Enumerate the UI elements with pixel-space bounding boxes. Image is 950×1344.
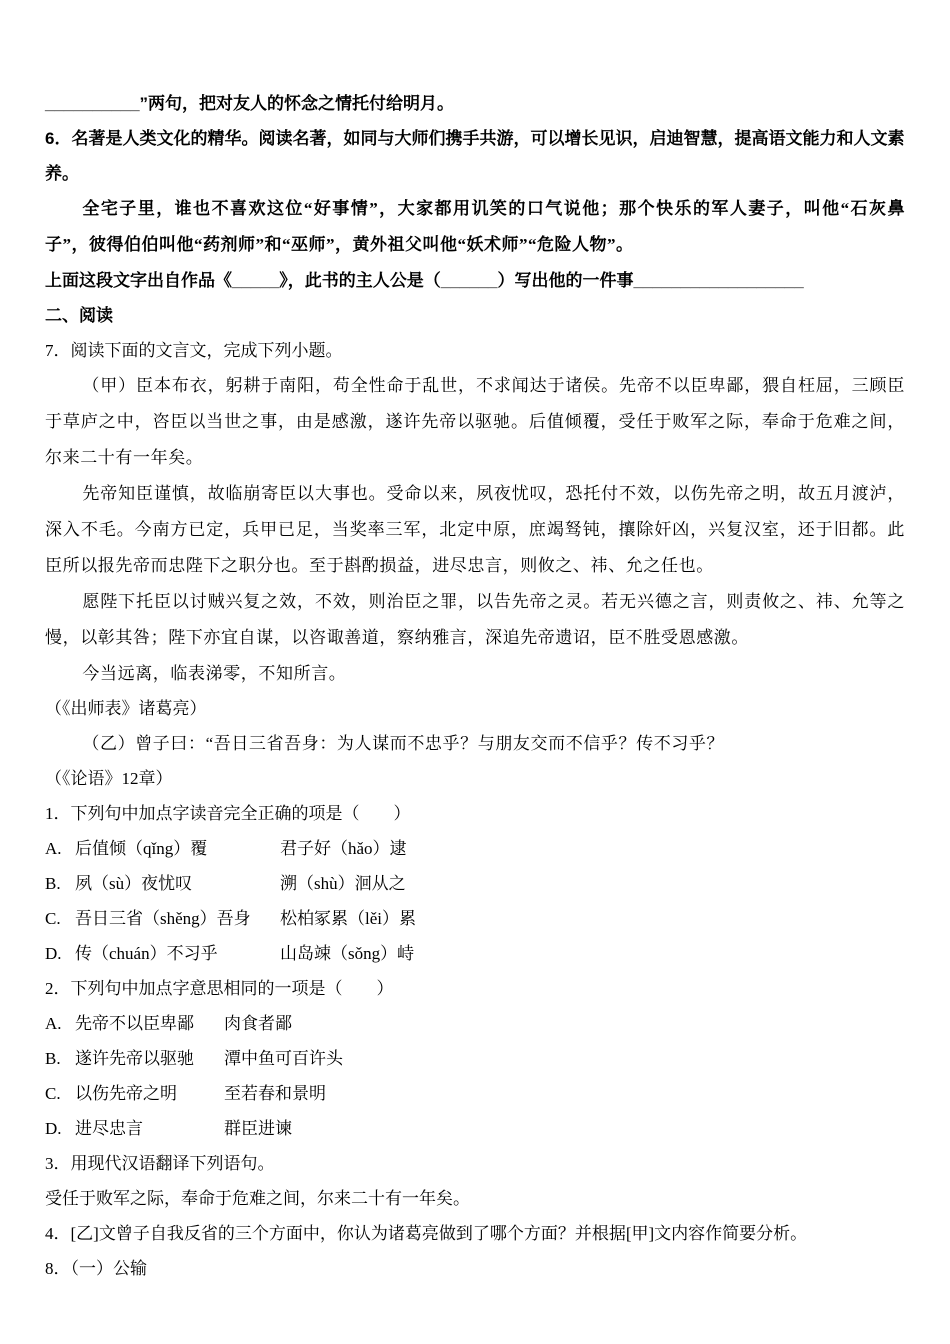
q1-option-d xyxy=(45,936,905,971)
option-left-phrase: 夙（sù）夜忧叹 xyxy=(75,874,193,893)
question-6-intro: 6．名著是人类文化的精华。阅读名著，如同与大师们携手共游，可以增长见识，启迪智慧，提高语文能力和人文素养。 xyxy=(45,129,905,183)
option-label: C. xyxy=(45,1084,61,1103)
option-left-phrase: 以伤先帝之明 xyxy=(75,1084,177,1103)
q2-option-c xyxy=(45,1076,905,1111)
section-2-heading: 二、阅读 xyxy=(45,306,113,325)
sub-question-3-sentence: 受任于败军之际，奉命于危难之间，尔来二十有一年矣。 xyxy=(45,1189,470,1208)
sub-question-2-stem: 2．下列句中加点字意思相同的一项是（ ） xyxy=(45,979,394,998)
q1-option-a xyxy=(45,831,905,866)
option-right-phrase: 肉食者鄙 xyxy=(224,1014,292,1033)
jia-passage-paragraph-3: 愿陛下托臣以讨贼兴复之效，不效，则治臣之罪，以告先帝之灵。若无兴德之言，则责攸之、祎、允等之慢，以彰其咎；陛下亦宜自谋，以咨诹善道，察纳雅言，深追先帝遗诏，臣不胜受恩感激。 xyxy=(45,592,905,647)
option-right-phrase: 山岛竦（sǒng）峙 xyxy=(280,944,415,963)
option-right-phrase: 至若春和景明 xyxy=(224,1084,326,1103)
jia-passage-source: （《出师表》诸葛亮） xyxy=(45,699,207,718)
prev-answer-text: ”两句，把对友人的怀念之情托付给明月。 xyxy=(139,94,455,113)
option-label: A. xyxy=(45,1014,62,1033)
option-label: C. xyxy=(45,909,61,928)
option-right-phrase: 溯（shù）洄从之 xyxy=(280,874,406,893)
option-label: D. xyxy=(45,1119,62,1138)
jia-passage-paragraph-4: 今当远离，临表涕零，不知所言。 xyxy=(82,664,347,683)
answer-blank-underline: __________ xyxy=(45,94,140,113)
option-left-phrase: 吾日三省（shěng）吾身 xyxy=(75,909,251,928)
option-label: B. xyxy=(45,1049,61,1068)
q1-option-c xyxy=(45,901,905,936)
option-label: D. xyxy=(45,944,62,963)
option-label: B. xyxy=(45,874,61,893)
q2-option-a xyxy=(45,1006,905,1041)
prev-answer-blank-line xyxy=(45,86,905,121)
jia-passage-paragraph-1: （甲）臣本布衣，躬耕于南阳，苟全性命于乱世，不求闻达于诸侯。先帝不以臣卑鄙，猥自枉屈，三顾臣于草庐之中，咨臣以当世之事，由是感激，遂许先帝以驱驰。后值倾覆，受任于败军之际，奉命于危难之间，尔来二十有一年矣。 xyxy=(45,376,905,467)
q2-option-d xyxy=(45,1111,905,1146)
option-left-phrase: 先帝不以臣卑鄙 xyxy=(75,1014,194,1033)
yi-passage-text: （乙）曾子曰：“吾日三省吾身：为人谋而不忠乎？与朋友交而不信乎？传不习乎？ xyxy=(82,734,725,753)
question-8-intro: 8．（一）公输 xyxy=(45,1259,147,1278)
jia-passage-paragraph-2: 先帝知臣谨慎，故临崩寄臣以大事也。受命以来，夙夜忧叹，恐托付不效，以伤先帝之明，故五月渡泸，深入不毛。今南方已定，兵甲已足，当奖率三军，北定中原，庶竭驽钝，攘除奸凶，兴复汉室，还于旧都。此臣所以报先帝而忠陛下之职分也。至于斟酌损益，进尽忠言，则攸之、祎、允之任也。 xyxy=(45,484,905,575)
question-6-excerpt: 全宅子里，谁也不喜欢这位“好事情”，大家都用讥笑的口气说他；那个快乐的军人妻子，叫他“石灰鼻子”，彼得伯伯叫他“药剂师”和“巫师”，黄外祖父叫他“妖术师”“危险人物”。 xyxy=(45,199,905,254)
option-left-phrase: 遂许先帝以驱驰 xyxy=(75,1049,194,1068)
sub-question-1-stem: 1．下列句中加点字读音完全正确的项是（ ） xyxy=(45,804,411,823)
q2-option-b xyxy=(45,1041,905,1076)
question-6-fill-blanks: 上面这段文字出自作品《_____》，此书的主人公是（______）写出他的一件事__________________ xyxy=(45,271,804,290)
yi-passage-source: （《论语》12章） xyxy=(45,769,173,788)
option-right-phrase: 松柏冢累（lěi）累 xyxy=(280,909,416,928)
option-left-phrase: 进尽忠言 xyxy=(75,1119,143,1138)
option-right-phrase: 潭中鱼可百许头 xyxy=(224,1049,343,1068)
option-left-phrase: 传（chuán）不习乎 xyxy=(75,944,218,963)
q1-option-b xyxy=(45,866,905,901)
option-right-phrase: 群臣进谏 xyxy=(224,1119,292,1138)
sub-question-4-stem: 4．[乙]文曾子自我反省的三个方面中，你认为诸葛亮做到了哪个方面？并根据[甲]文内容作简要分析。 xyxy=(45,1224,808,1243)
option-label: A. xyxy=(45,839,62,858)
option-right-phrase: 君子好（hǎo）逮 xyxy=(280,839,407,858)
option-left-phrase: 后值倾（qǐng）覆 xyxy=(75,839,208,858)
question-7-intro: 7．阅读下面的文言文，完成下列小题。 xyxy=(45,341,343,360)
sub-question-3-stem: 3．用现代汉语翻译下列语句。 xyxy=(45,1154,275,1173)
